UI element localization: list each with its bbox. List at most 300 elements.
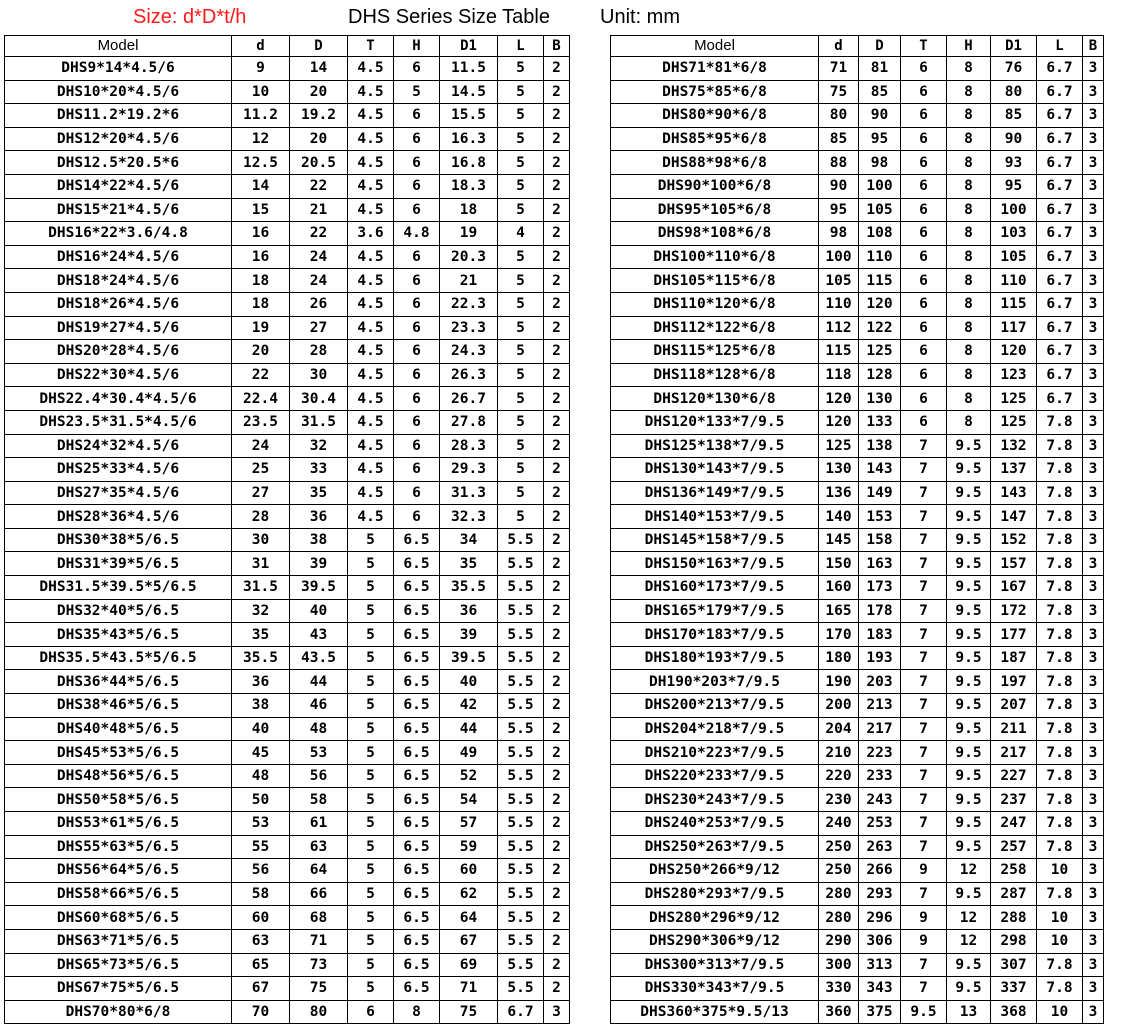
l-cell: 5: [498, 458, 544, 482]
outer-d-cell: 90: [859, 104, 901, 128]
l-cell: 5: [498, 245, 544, 269]
t-cell: 5: [348, 694, 394, 718]
t-cell: 4.5: [348, 151, 394, 175]
t-cell: 4.5: [348, 410, 394, 434]
d1-cell: 110: [991, 269, 1037, 293]
l-cell: 6.7: [1037, 387, 1083, 411]
model-cell: DHS220*233*7/9.5: [611, 764, 819, 788]
outer-d-cell: 306: [859, 929, 901, 953]
l-cell: 7.8: [1037, 670, 1083, 694]
d1-cell: 69: [440, 953, 498, 977]
d1-cell: 75: [440, 1000, 498, 1024]
b-cell: 3: [1083, 835, 1104, 859]
h-cell: 8: [947, 222, 991, 246]
d-cell: 10: [232, 80, 290, 104]
l-cell: 5.5: [498, 599, 544, 623]
table-header-row: [611, 36, 1104, 57]
b-cell: 3: [1083, 764, 1104, 788]
outer-d-cell: 66: [290, 882, 348, 906]
outer-d-cell: 35: [290, 481, 348, 505]
h-cell: 8: [947, 245, 991, 269]
model-cell: DHS240*253*7/9.5: [611, 812, 819, 836]
d1-cell: 19: [440, 222, 498, 246]
d-cell: 100: [819, 245, 859, 269]
d1-cell: 54: [440, 788, 498, 812]
model-cell: DHS125*138*7/9.5: [611, 434, 819, 458]
l-cell: 7.8: [1037, 505, 1083, 529]
h-cell: 9.5: [947, 646, 991, 670]
outer-d-cell: 24: [290, 269, 348, 293]
d1-cell: 288: [991, 906, 1037, 930]
model-cell: DHS50*58*5/6.5: [5, 788, 232, 812]
b-cell: 3: [1083, 576, 1104, 600]
b-cell: 2: [544, 387, 570, 411]
outer-d-cell: 85: [859, 80, 901, 104]
model-cell: DHS71*81*6/8: [611, 57, 819, 81]
model-cell: DHS98*108*6/8: [611, 222, 819, 246]
l-cell: 5: [498, 292, 544, 316]
h-cell: 6.5: [394, 977, 440, 1001]
column-header-h: H: [947, 36, 991, 57]
l-cell: 5.5: [498, 859, 544, 883]
d-cell: 55: [232, 835, 290, 859]
d-cell: 250: [819, 859, 859, 883]
l-cell: 7.8: [1037, 458, 1083, 482]
outer-d-cell: 39.5: [290, 576, 348, 600]
d-cell: 22: [232, 363, 290, 387]
l-cell: 6.7: [1037, 245, 1083, 269]
table-row: [5, 340, 570, 364]
model-cell: DHS11.2*19.2*6: [5, 104, 232, 128]
outer-d-cell: 68: [290, 906, 348, 930]
d1-cell: 39: [440, 623, 498, 647]
table-row: [611, 906, 1104, 930]
d-cell: 14: [232, 174, 290, 198]
d1-cell: 117: [991, 316, 1037, 340]
table-row: [611, 788, 1104, 812]
t-cell: 5: [348, 788, 394, 812]
h-cell: 8: [947, 340, 991, 364]
t-cell: 4.5: [348, 127, 394, 151]
h-cell: 8: [947, 151, 991, 175]
outer-d-cell: 22: [290, 174, 348, 198]
l-cell: 5.5: [498, 788, 544, 812]
b-cell: 3: [1083, 929, 1104, 953]
t-cell: 6: [901, 198, 947, 222]
h-cell: 6.5: [394, 717, 440, 741]
model-cell: DHS48*56*5/6.5: [5, 764, 232, 788]
table-row: [611, 245, 1104, 269]
outer-d-cell: 14: [290, 57, 348, 81]
d1-cell: 125: [991, 387, 1037, 411]
b-cell: 2: [544, 906, 570, 930]
h-cell: 6: [394, 410, 440, 434]
l-cell: 6.7: [1037, 222, 1083, 246]
b-cell: 3: [1083, 57, 1104, 81]
l-cell: 5: [498, 387, 544, 411]
d-cell: 45: [232, 741, 290, 765]
column-header-d: d: [232, 36, 290, 57]
table-row: [5, 599, 570, 623]
outer-d-cell: 58: [290, 788, 348, 812]
d-cell: 110: [819, 292, 859, 316]
h-cell: 9.5: [947, 764, 991, 788]
h-cell: 9.5: [947, 623, 991, 647]
model-cell: DHS67*75*5/6.5: [5, 977, 232, 1001]
d-cell: 16: [232, 222, 290, 246]
table-row: [611, 741, 1104, 765]
outer-d-cell: 46: [290, 694, 348, 718]
outer-d-cell: 130: [859, 387, 901, 411]
table-row: [611, 410, 1104, 434]
model-cell: DHS280*296*9/12: [611, 906, 819, 930]
table-row: [5, 859, 570, 883]
t-cell: 7: [901, 623, 947, 647]
table-row: [5, 151, 570, 175]
model-cell: DHS24*32*4.5/6: [5, 434, 232, 458]
l-cell: 10: [1037, 906, 1083, 930]
outer-d-cell: 143: [859, 458, 901, 482]
b-cell: 2: [544, 576, 570, 600]
d-cell: 125: [819, 434, 859, 458]
d1-cell: 143: [991, 481, 1037, 505]
t-cell: 7: [901, 694, 947, 718]
d-cell: 95: [819, 198, 859, 222]
b-cell: 3: [1083, 316, 1104, 340]
table-row: [611, 670, 1104, 694]
h-cell: 6: [394, 434, 440, 458]
h-cell: 6: [394, 340, 440, 364]
d-cell: 22.4: [232, 387, 290, 411]
b-cell: 2: [544, 694, 570, 718]
h-cell: 9.5: [947, 953, 991, 977]
table-row: [5, 127, 570, 151]
outer-d-cell: 217: [859, 717, 901, 741]
table-row: [5, 80, 570, 104]
b-cell: 2: [544, 599, 570, 623]
model-cell: DHS330*343*7/9.5: [611, 977, 819, 1001]
d-cell: 23.5: [232, 410, 290, 434]
b-cell: 2: [544, 245, 570, 269]
b-cell: 2: [544, 528, 570, 552]
table-row: [5, 623, 570, 647]
d-cell: 35.5: [232, 646, 290, 670]
table-row: [611, 316, 1104, 340]
outer-d-cell: 24: [290, 245, 348, 269]
h-cell: 9.5: [947, 812, 991, 836]
t-cell: 7: [901, 434, 947, 458]
t-cell: 5: [348, 576, 394, 600]
l-cell: 5: [498, 269, 544, 293]
table-row: [5, 292, 570, 316]
outer-d-cell: 73: [290, 953, 348, 977]
table-row: [5, 316, 570, 340]
d-cell: 115: [819, 340, 859, 364]
table-row: [611, 387, 1104, 411]
t-cell: 6: [901, 127, 947, 151]
model-cell: DHS19*27*4.5/6: [5, 316, 232, 340]
outer-d-cell: 64: [290, 859, 348, 883]
d-cell: 24: [232, 434, 290, 458]
t-cell: 4.5: [348, 174, 394, 198]
table-row: [5, 764, 570, 788]
outer-d-cell: 20: [290, 127, 348, 151]
h-cell: 6.5: [394, 528, 440, 552]
model-cell: DHS36*44*5/6.5: [5, 670, 232, 694]
table-row: [5, 458, 570, 482]
l-cell: 5.5: [498, 812, 544, 836]
b-cell: 3: [1083, 505, 1104, 529]
table-row: [611, 764, 1104, 788]
l-cell: 6.7: [1037, 57, 1083, 81]
b-cell: 3: [1083, 906, 1104, 930]
d-cell: 9: [232, 57, 290, 81]
outer-d-cell: 75: [290, 977, 348, 1001]
outer-d-cell: 100: [859, 174, 901, 198]
table-row: [611, 528, 1104, 552]
table-row: [5, 646, 570, 670]
l-cell: 6.7: [1037, 151, 1083, 175]
d1-cell: 227: [991, 764, 1037, 788]
d1-cell: 39.5: [440, 646, 498, 670]
table-row: [611, 269, 1104, 293]
t-cell: 6: [901, 316, 947, 340]
b-cell: 2: [544, 80, 570, 104]
model-cell: DHS63*71*5/6.5: [5, 929, 232, 953]
t-cell: 5: [348, 741, 394, 765]
l-cell: 7.8: [1037, 882, 1083, 906]
model-cell: DHS120*133*7/9.5: [611, 410, 819, 434]
h-cell: 6.5: [394, 694, 440, 718]
outer-d-cell: 213: [859, 694, 901, 718]
b-cell: 3: [544, 1000, 570, 1024]
d1-cell: 132: [991, 434, 1037, 458]
d-cell: 112: [819, 316, 859, 340]
table-title: DHS Series Size Table: [348, 6, 550, 28]
d-cell: 200: [819, 694, 859, 718]
d-cell: 53: [232, 812, 290, 836]
h-cell: 9.5: [947, 717, 991, 741]
table-row: [5, 363, 570, 387]
b-cell: 3: [1083, 222, 1104, 246]
b-cell: 2: [544, 812, 570, 836]
t-cell: 7: [901, 953, 947, 977]
d1-cell: 60: [440, 859, 498, 883]
t-cell: 5: [348, 623, 394, 647]
b-cell: 3: [1083, 292, 1104, 316]
l-cell: 6.7: [1037, 174, 1083, 198]
b-cell: 2: [544, 835, 570, 859]
h-cell: 8: [947, 269, 991, 293]
t-cell: 5: [348, 552, 394, 576]
d1-cell: 120: [991, 340, 1037, 364]
t-cell: 7: [901, 764, 947, 788]
h-cell: 9.5: [947, 977, 991, 1001]
d1-cell: 307: [991, 953, 1037, 977]
b-cell: 3: [1083, 599, 1104, 623]
d1-cell: 85: [991, 104, 1037, 128]
d-cell: 204: [819, 717, 859, 741]
model-cell: DHS88*98*6/8: [611, 151, 819, 175]
d1-cell: 337: [991, 977, 1037, 1001]
d-cell: 88: [819, 151, 859, 175]
model-cell: DHS130*143*7/9.5: [611, 458, 819, 482]
outer-d-cell: 108: [859, 222, 901, 246]
b-cell: 2: [544, 552, 570, 576]
outer-d-cell: 243: [859, 788, 901, 812]
h-cell: 12: [947, 929, 991, 953]
h-cell: 6.5: [394, 576, 440, 600]
table-row: [5, 434, 570, 458]
d1-cell: 177: [991, 623, 1037, 647]
t-cell: 4.5: [348, 481, 394, 505]
model-cell: DHS280*293*7/9.5: [611, 882, 819, 906]
l-cell: 5: [498, 151, 544, 175]
table-row: [5, 812, 570, 836]
table-row: [611, 292, 1104, 316]
b-cell: 3: [1083, 670, 1104, 694]
l-cell: 5.5: [498, 929, 544, 953]
b-cell: 3: [1083, 340, 1104, 364]
table-row: [611, 104, 1104, 128]
d1-cell: 35: [440, 552, 498, 576]
h-cell: 9.5: [947, 576, 991, 600]
l-cell: 6.7: [1037, 80, 1083, 104]
model-cell: DHS14*22*4.5/6: [5, 174, 232, 198]
h-cell: 9.5: [947, 788, 991, 812]
h-cell: 6.5: [394, 741, 440, 765]
d-cell: 75: [819, 80, 859, 104]
outer-d-cell: 313: [859, 953, 901, 977]
column-header-d: d: [819, 36, 859, 57]
d1-cell: 18.3: [440, 174, 498, 198]
l-cell: 4: [498, 222, 544, 246]
table-row: [5, 269, 570, 293]
d1-cell: 20.3: [440, 245, 498, 269]
table-row: [611, 812, 1104, 836]
t-cell: 4.5: [348, 434, 394, 458]
model-cell: DHS27*35*4.5/6: [5, 481, 232, 505]
t-cell: 7: [901, 788, 947, 812]
d1-cell: 71: [440, 977, 498, 1001]
outer-d-cell: 343: [859, 977, 901, 1001]
d1-cell: 34: [440, 528, 498, 552]
l-cell: 7.8: [1037, 694, 1083, 718]
model-cell: DHS56*64*5/6.5: [5, 859, 232, 883]
outer-d-cell: 71: [290, 929, 348, 953]
table-row: [5, 576, 570, 600]
t-cell: 6: [901, 387, 947, 411]
table-row: [5, 1000, 570, 1024]
d1-cell: 16.3: [440, 127, 498, 151]
t-cell: 4.5: [348, 245, 394, 269]
table-row: [611, 646, 1104, 670]
h-cell: 6.5: [394, 906, 440, 930]
t-cell: 4.5: [348, 57, 394, 81]
b-cell: 3: [1083, 882, 1104, 906]
b-cell: 3: [1083, 410, 1104, 434]
size-table-left: [4, 35, 570, 1024]
l-cell: 7.8: [1037, 576, 1083, 600]
b-cell: 3: [1083, 646, 1104, 670]
model-cell: DHS16*22*3.6/4.8: [5, 222, 232, 246]
b-cell: 2: [544, 458, 570, 482]
b-cell: 2: [544, 882, 570, 906]
outer-d-cell: 19.2: [290, 104, 348, 128]
h-cell: 6: [394, 104, 440, 128]
table-row: [611, 576, 1104, 600]
model-cell: DHS300*313*7/9.5: [611, 953, 819, 977]
t-cell: 5: [348, 670, 394, 694]
h-cell: 6.5: [394, 812, 440, 836]
model-cell: DHS9*14*4.5/6: [5, 57, 232, 81]
d-cell: 105: [819, 269, 859, 293]
d-cell: 25: [232, 458, 290, 482]
column-header-h: H: [394, 36, 440, 57]
l-cell: 5: [498, 104, 544, 128]
h-cell: 9.5: [947, 528, 991, 552]
l-cell: 5.5: [498, 906, 544, 930]
d-cell: 48: [232, 764, 290, 788]
b-cell: 2: [544, 340, 570, 364]
model-cell: DHS290*306*9/12: [611, 929, 819, 953]
t-cell: 6: [901, 269, 947, 293]
d1-cell: 157: [991, 552, 1037, 576]
b-cell: 2: [544, 505, 570, 529]
l-cell: 7.8: [1037, 623, 1083, 647]
l-cell: 6.7: [1037, 316, 1083, 340]
h-cell: 9.5: [947, 835, 991, 859]
h-cell: 6: [394, 505, 440, 529]
d1-cell: 14.5: [440, 80, 498, 104]
table-row: [5, 977, 570, 1001]
outer-d-cell: 63: [290, 835, 348, 859]
d-cell: 36: [232, 670, 290, 694]
t-cell: 7: [901, 717, 947, 741]
model-cell: DHS16*24*4.5/6: [5, 245, 232, 269]
l-cell: 5.5: [498, 528, 544, 552]
t-cell: 9: [901, 859, 947, 883]
h-cell: 8: [394, 1000, 440, 1024]
outer-d-cell: 253: [859, 812, 901, 836]
h-cell: 6: [394, 151, 440, 175]
d1-cell: 167: [991, 576, 1037, 600]
d1-cell: 257: [991, 835, 1037, 859]
t-cell: 7: [901, 528, 947, 552]
model-cell: DHS40*48*5/6.5: [5, 717, 232, 741]
table-row: [611, 505, 1104, 529]
column-header-d1: D1: [440, 36, 498, 57]
d1-cell: 62: [440, 882, 498, 906]
d-cell: 31: [232, 552, 290, 576]
t-cell: 9: [901, 906, 947, 930]
d-cell: 11.2: [232, 104, 290, 128]
d-cell: 290: [819, 929, 859, 953]
b-cell: 3: [1083, 387, 1104, 411]
l-cell: 7.8: [1037, 788, 1083, 812]
d1-cell: 115: [991, 292, 1037, 316]
model-cell: DHS80*90*6/8: [611, 104, 819, 128]
l-cell: 7.8: [1037, 528, 1083, 552]
model-cell: DHS100*110*6/8: [611, 245, 819, 269]
t-cell: 5: [348, 717, 394, 741]
column-header-d1: D1: [991, 36, 1037, 57]
t-cell: 4.5: [348, 198, 394, 222]
d1-cell: 16.8: [440, 151, 498, 175]
b-cell: 3: [1083, 245, 1104, 269]
outer-d-cell: 98: [859, 151, 901, 175]
outer-d-cell: 30: [290, 363, 348, 387]
